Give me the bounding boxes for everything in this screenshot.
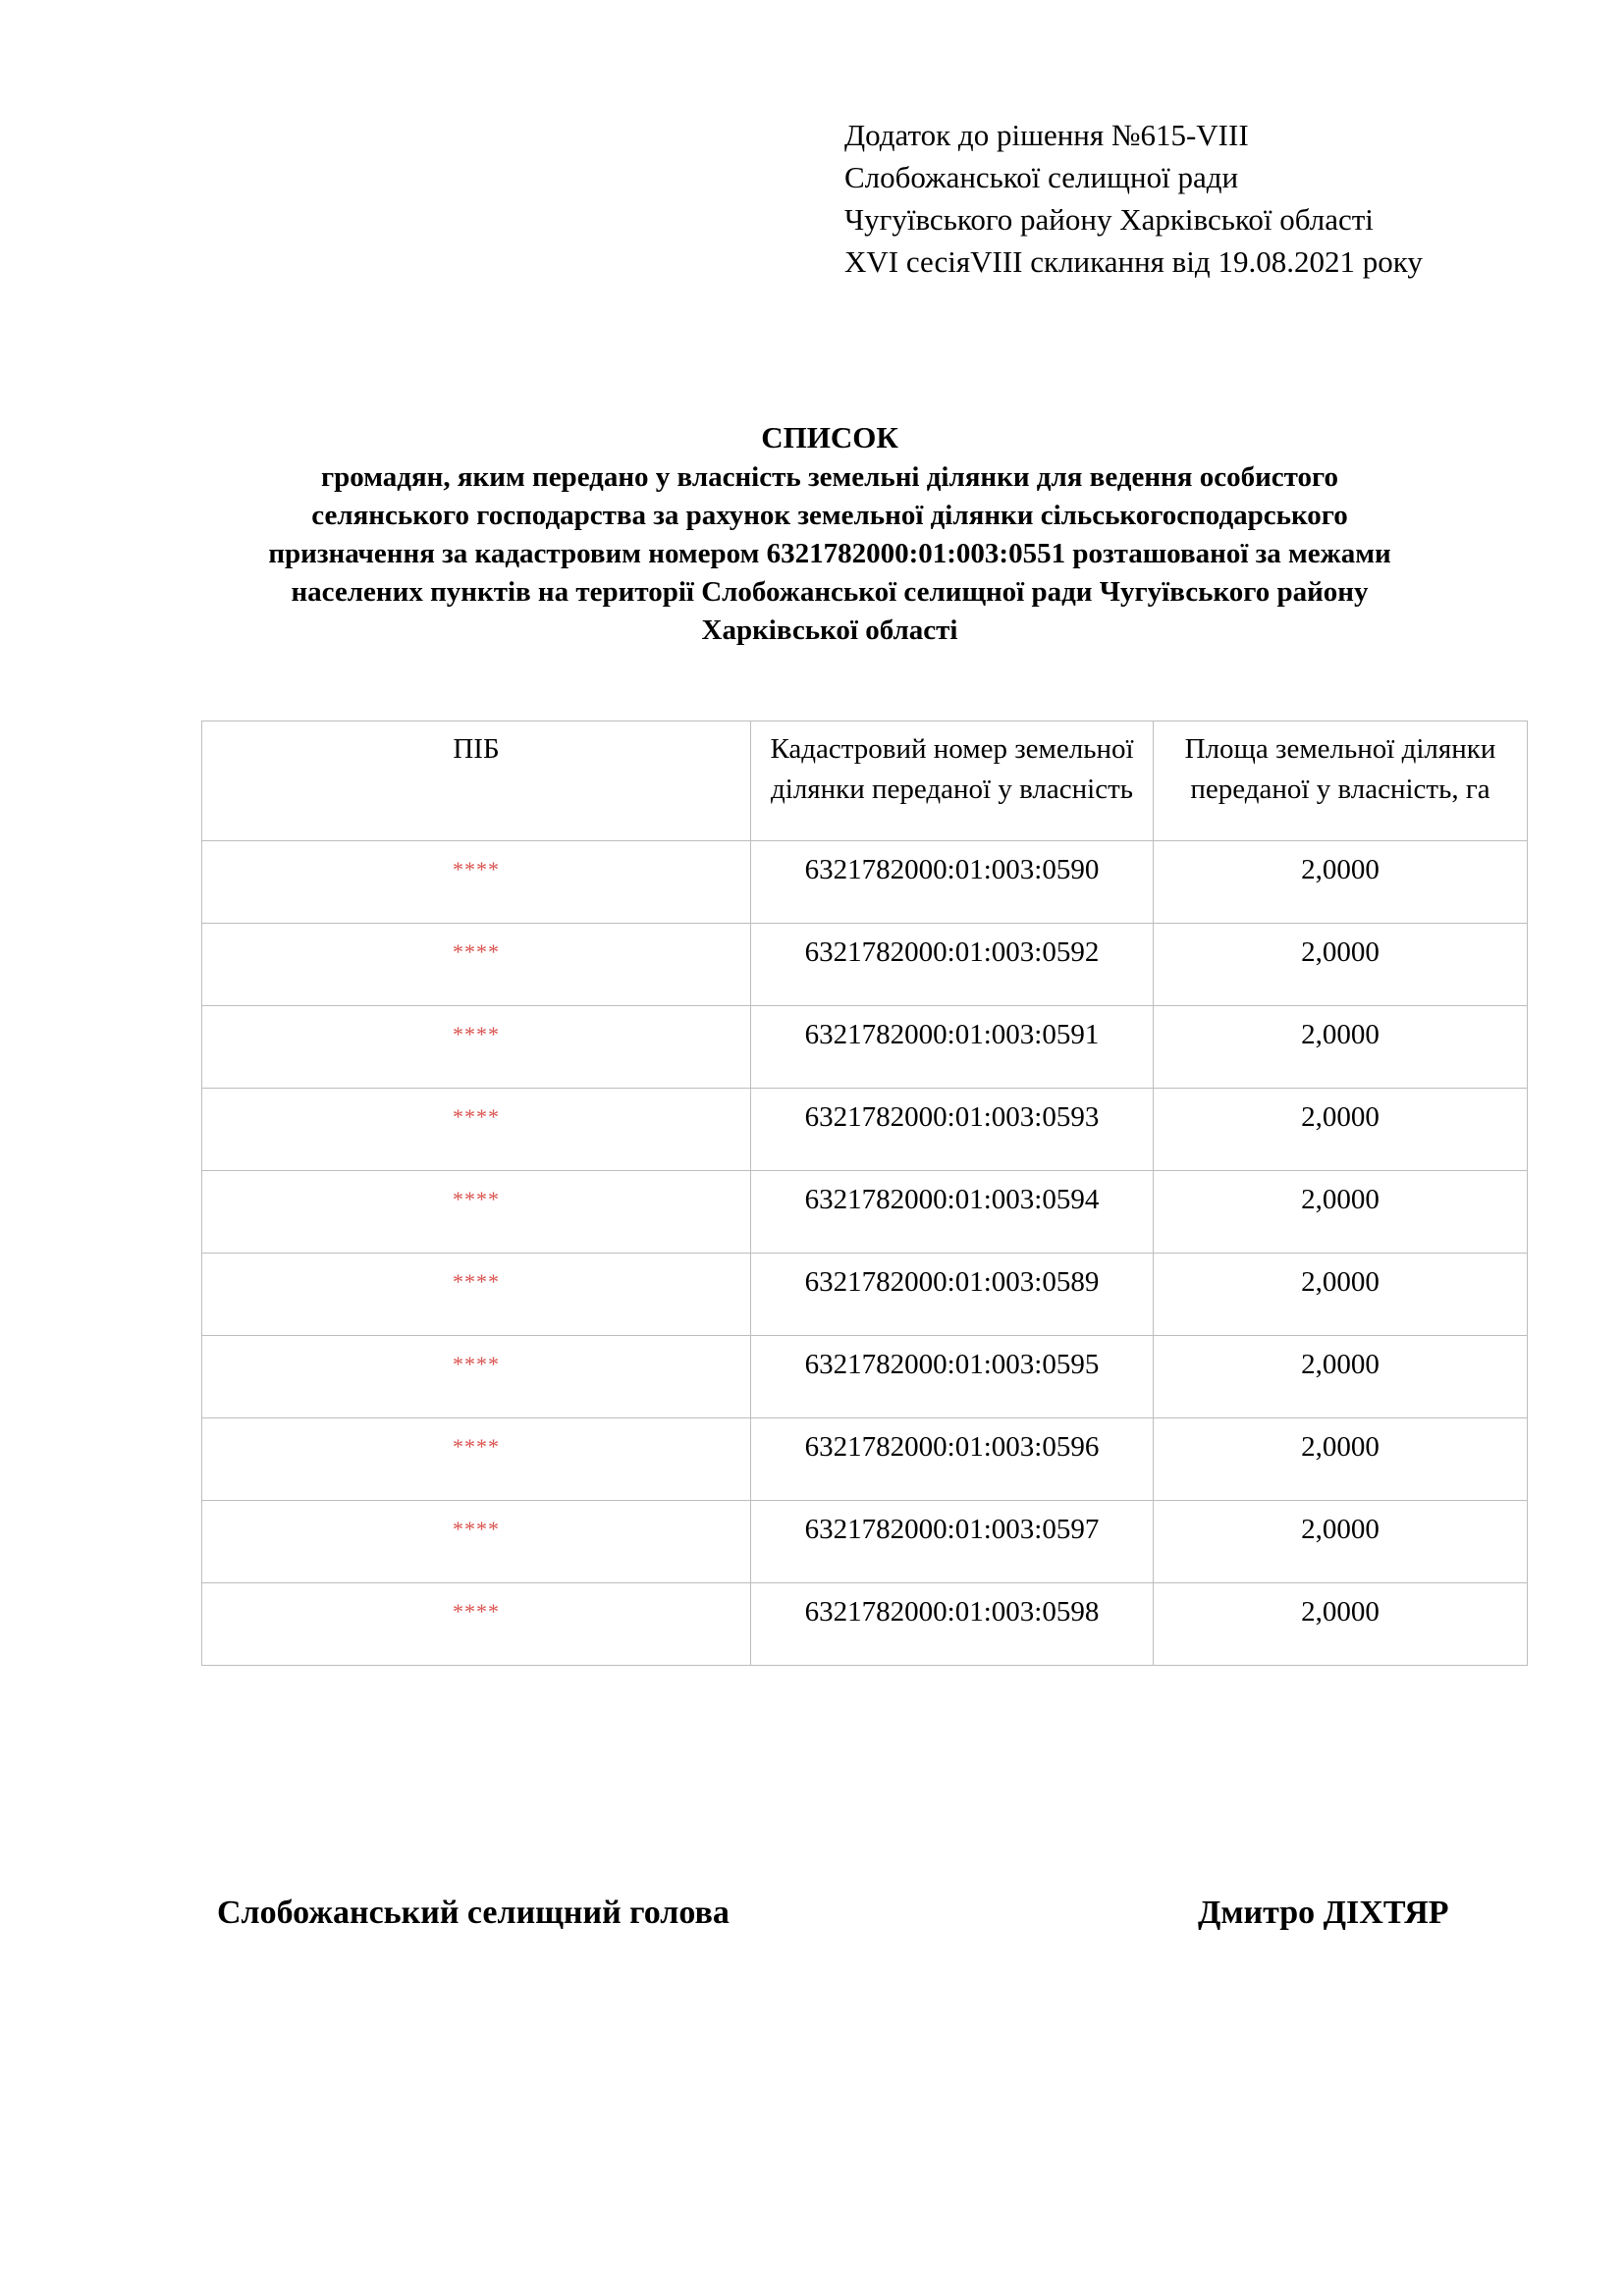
cell-area: 2,0000 [1154,1006,1528,1089]
cell-area: 2,0000 [1154,1254,1528,1336]
cell-area: 2,0000 [1154,924,1528,1006]
cell-cadastral-number: 6321782000:01:003:0598 [751,1583,1154,1666]
cell-cadastral-number: 6321782000:01:003:0592 [751,924,1154,1006]
cell-name-masked: **** [202,1501,751,1583]
decision-appendix-header [844,114,1591,283]
table-row [202,1418,1528,1501]
cell-cadastral-number: 6321782000:01:003:0594 [751,1171,1154,1254]
column-header-cadastral: Кадастровий номер земельної ділянки переданої у власність [751,721,1154,841]
column-header-name: ПІБ [202,721,751,841]
signatory-position: Слобожанський селищний голова [217,1895,730,1931]
header-line: Чугуївського району Харківської області [844,202,1374,237]
table-row [202,1089,1528,1171]
cell-area: 2,0000 [1154,1501,1528,1583]
cell-cadastral-number: 6321782000:01:003:0597 [751,1501,1154,1583]
cell-cadastral-number: 6321782000:01:003:0593 [751,1089,1154,1171]
column-header-area: Площа земельної ділянки переданої у власність, га [1154,721,1528,841]
cell-cadastral-number: 6321782000:01:003:0589 [751,1254,1154,1336]
table-row [202,1501,1528,1583]
cell-name-masked: **** [202,1336,751,1418]
cell-area: 2,0000 [1154,1583,1528,1666]
cell-name-masked: **** [202,1006,751,1089]
title-line: громадян, яким передано у власність земельні ділянки для ведення особистого [321,461,1338,493]
document-title [157,416,1502,650]
cell-name-masked: **** [202,841,751,924]
signatory-name: Дмитро ДІХТЯР [1198,1895,1449,1931]
cell-area: 2,0000 [1154,841,1528,924]
cell-cadastral-number: 6321782000:01:003:0590 [751,841,1154,924]
header-line: Додаток до рішення №615-VIII [844,118,1249,152]
title-line: призначення за кадастровим номером 6321782000:01:003:0551 розташованої за межами [268,538,1391,569]
table-row [202,1254,1528,1336]
header-line: XVI сесіяVIII скликання від 19.08.2021 року [844,244,1423,279]
land-plots-table [201,721,1528,1666]
header-line: Слобожанської селищної ради [844,160,1239,194]
cell-name-masked: **** [202,1171,751,1254]
table-row [202,1336,1528,1418]
cell-area: 2,0000 [1154,1336,1528,1418]
table-row [202,841,1528,924]
table-row [202,1583,1528,1666]
title-line: населених пунктів на території Слобожанської селищної ради Чугуївського району [291,576,1369,608]
cell-name-masked: **** [202,1089,751,1171]
table-row [202,1171,1528,1254]
table-row [202,924,1528,1006]
title-line: Харківської області [701,614,958,646]
cell-name-masked: **** [202,1254,751,1336]
cell-area: 2,0000 [1154,1171,1528,1254]
cell-cadastral-number: 6321782000:01:003:0596 [751,1418,1154,1501]
cell-area: 2,0000 [1154,1418,1528,1501]
table-row [202,1006,1528,1089]
cell-name-masked: **** [202,1418,751,1501]
title-line: селянського господарства за рахунок земельної ділянки сільськогосподарського [311,500,1348,531]
cell-name-masked: **** [202,1583,751,1666]
cell-name-masked: **** [202,924,751,1006]
table-header-row [202,721,1528,841]
cell-cadastral-number: 6321782000:01:003:0595 [751,1336,1154,1418]
title-main: СПИСОК [761,420,898,454]
cell-cadastral-number: 6321782000:01:003:0591 [751,1006,1154,1089]
cell-area: 2,0000 [1154,1089,1528,1171]
